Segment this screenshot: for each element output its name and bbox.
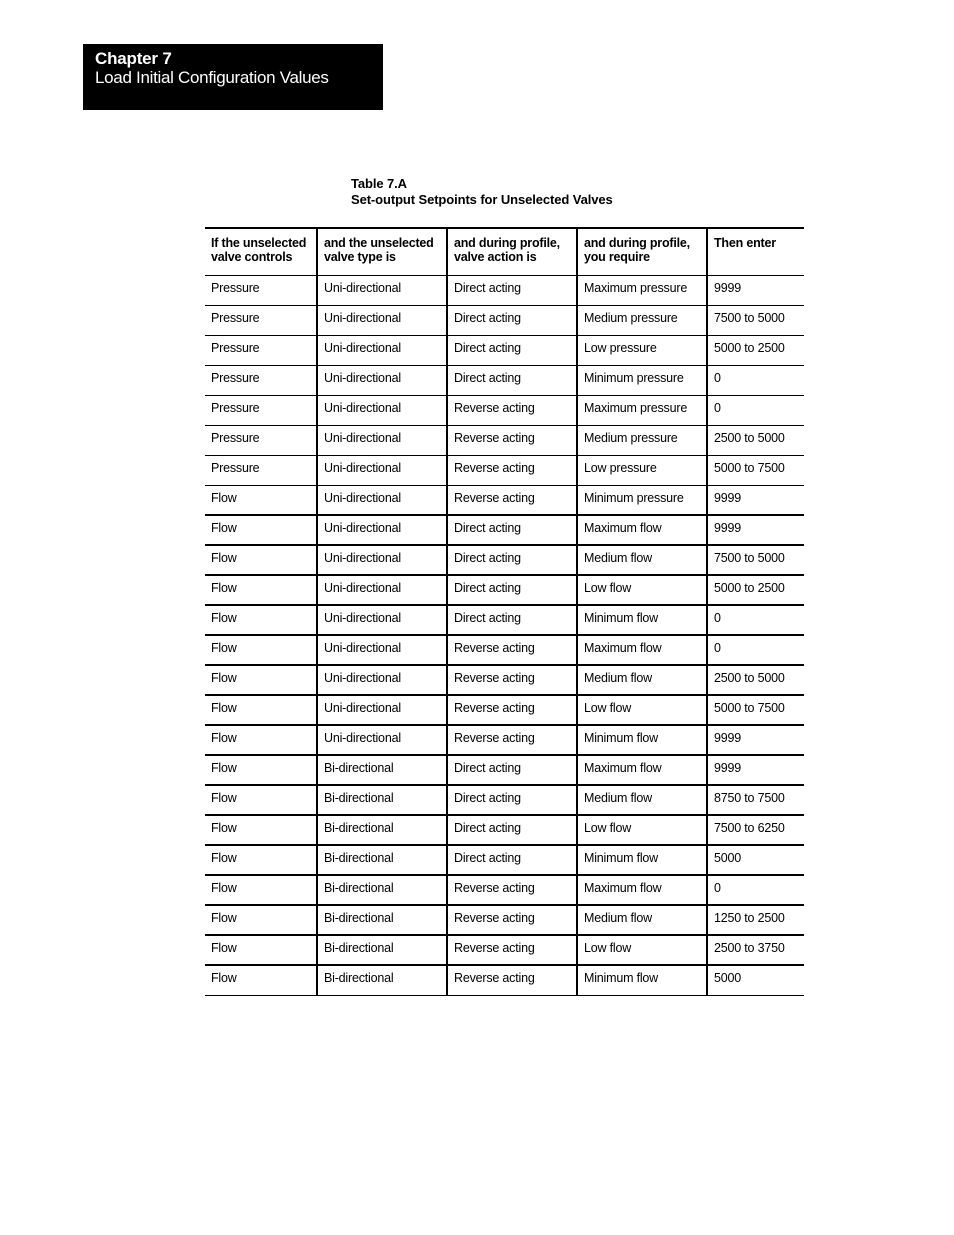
column-header-line: and the unselected bbox=[324, 236, 434, 250]
chapter-label: Chapter 7 bbox=[95, 49, 172, 68]
cell-valve-type: Uni-directional bbox=[317, 575, 447, 605]
cell-valve-controls: Flow bbox=[205, 545, 317, 575]
cell-valve-controls: Pressure bbox=[205, 455, 317, 485]
cell-valve-controls: Flow bbox=[205, 515, 317, 545]
cell-valve-action: Reverse acting bbox=[447, 725, 577, 755]
cell-valve-controls: Flow bbox=[205, 605, 317, 635]
cell-valve-controls: Flow bbox=[205, 755, 317, 785]
cell-requirement: Maximum pressure bbox=[577, 275, 707, 305]
cell-then-enter: 0 bbox=[707, 605, 804, 635]
cell-then-enter: 5000 to 2500 bbox=[707, 335, 804, 365]
cell-valve-action: Reverse acting bbox=[447, 395, 577, 425]
cell-requirement: Low flow bbox=[577, 815, 707, 845]
cell-then-enter: 0 bbox=[707, 365, 804, 395]
cell-requirement: Minimum pressure bbox=[577, 365, 707, 395]
cell-valve-controls: Flow bbox=[205, 815, 317, 845]
cell-valve-type: Bi-directional bbox=[317, 755, 447, 785]
cell-valve-type: Bi-directional bbox=[317, 905, 447, 935]
cell-valve-type: Uni-directional bbox=[317, 635, 447, 665]
cell-then-enter: 5000 bbox=[707, 965, 804, 995]
table-title: Set-output Setpoints for Unselected Valves bbox=[351, 192, 613, 207]
table-number: Table 7.A bbox=[351, 176, 407, 191]
chapter-title: Load Initial Configuration Values bbox=[95, 68, 329, 87]
cell-valve-type: Bi-directional bbox=[317, 935, 447, 965]
table-row bbox=[205, 665, 804, 695]
cell-valve-action: Reverse acting bbox=[447, 485, 577, 515]
cell-valve-action: Direct acting bbox=[447, 365, 577, 395]
cell-requirement: Medium pressure bbox=[577, 425, 707, 455]
cell-valve-controls: Flow bbox=[205, 965, 317, 995]
cell-then-enter: 0 bbox=[707, 875, 804, 905]
table-row bbox=[205, 635, 804, 665]
cell-valve-action: Reverse acting bbox=[447, 665, 577, 695]
cell-requirement: Low flow bbox=[577, 695, 707, 725]
cell-valve-type: Uni-directional bbox=[317, 665, 447, 695]
cell-valve-action: Direct acting bbox=[447, 545, 577, 575]
cell-then-enter: 5000 to 2500 bbox=[707, 575, 804, 605]
table-row bbox=[205, 755, 804, 785]
column-header-line: If the unselected bbox=[211, 236, 307, 250]
setpoints-table-container bbox=[205, 227, 804, 996]
column-header-line: and during profile, bbox=[454, 236, 560, 250]
cell-valve-controls: Flow bbox=[205, 875, 317, 905]
chapter-header bbox=[83, 44, 383, 110]
cell-valve-action: Direct acting bbox=[447, 305, 577, 335]
cell-requirement: Minimum flow bbox=[577, 965, 707, 995]
cell-valve-type: Uni-directional bbox=[317, 485, 447, 515]
column-header-valve-type bbox=[317, 228, 447, 275]
column-header-line: Then enter bbox=[714, 236, 776, 250]
cell-valve-controls: Pressure bbox=[205, 305, 317, 335]
cell-valve-type: Uni-directional bbox=[317, 725, 447, 755]
column-header-line: valve type is bbox=[324, 250, 396, 264]
cell-requirement: Minimum pressure bbox=[577, 485, 707, 515]
cell-valve-type: Bi-directional bbox=[317, 815, 447, 845]
cell-valve-type: Uni-directional bbox=[317, 515, 447, 545]
table-caption bbox=[351, 176, 613, 208]
cell-requirement: Medium flow bbox=[577, 665, 707, 695]
cell-valve-controls: Pressure bbox=[205, 275, 317, 305]
cell-valve-controls: Flow bbox=[205, 935, 317, 965]
table-row bbox=[205, 545, 804, 575]
cell-valve-action: Reverse acting bbox=[447, 965, 577, 995]
cell-then-enter: 9999 bbox=[707, 755, 804, 785]
table-row bbox=[205, 515, 804, 545]
column-header-line: you require bbox=[584, 250, 650, 264]
cell-then-enter: 9999 bbox=[707, 275, 804, 305]
cell-valve-type: Uni-directional bbox=[317, 545, 447, 575]
cell-then-enter: 2500 to 5000 bbox=[707, 425, 804, 455]
cell-requirement: Maximum flow bbox=[577, 875, 707, 905]
cell-then-enter: 0 bbox=[707, 395, 804, 425]
cell-then-enter: 7500 to 6250 bbox=[707, 815, 804, 845]
table-row bbox=[205, 335, 804, 365]
cell-valve-action: Direct acting bbox=[447, 785, 577, 815]
cell-valve-action: Reverse acting bbox=[447, 875, 577, 905]
cell-valve-controls: Flow bbox=[205, 785, 317, 815]
cell-valve-controls: Flow bbox=[205, 905, 317, 935]
table-row bbox=[205, 425, 804, 455]
table-row bbox=[205, 935, 804, 965]
setpoints-table bbox=[205, 227, 804, 996]
table-header-row bbox=[205, 228, 804, 275]
cell-valve-action: Direct acting bbox=[447, 755, 577, 785]
table-row bbox=[205, 365, 804, 395]
table-row bbox=[205, 605, 804, 635]
cell-then-enter: 1250 to 2500 bbox=[707, 905, 804, 935]
cell-requirement: Minimum flow bbox=[577, 725, 707, 755]
table-row bbox=[205, 575, 804, 605]
cell-then-enter: 5000 bbox=[707, 845, 804, 875]
cell-then-enter: 2500 to 5000 bbox=[707, 665, 804, 695]
table-row bbox=[205, 785, 804, 815]
cell-then-enter: 2500 to 3750 bbox=[707, 935, 804, 965]
cell-valve-type: Uni-directional bbox=[317, 305, 447, 335]
cell-valve-type: Bi-directional bbox=[317, 875, 447, 905]
cell-valve-action: Direct acting bbox=[447, 575, 577, 605]
cell-valve-action: Direct acting bbox=[447, 845, 577, 875]
table-row bbox=[205, 275, 804, 305]
table-row bbox=[205, 455, 804, 485]
cell-valve-action: Direct acting bbox=[447, 275, 577, 305]
table-row bbox=[205, 875, 804, 905]
cell-requirement: Maximum flow bbox=[577, 635, 707, 665]
column-header-requirement bbox=[577, 228, 707, 275]
cell-then-enter: 7500 to 5000 bbox=[707, 305, 804, 335]
table-row bbox=[205, 395, 804, 425]
table-row bbox=[205, 695, 804, 725]
cell-valve-action: Reverse acting bbox=[447, 695, 577, 725]
cell-then-enter: 5000 to 7500 bbox=[707, 695, 804, 725]
cell-then-enter: 9999 bbox=[707, 725, 804, 755]
cell-requirement: Low flow bbox=[577, 935, 707, 965]
cell-valve-controls: Pressure bbox=[205, 335, 317, 365]
cell-valve-controls: Flow bbox=[205, 725, 317, 755]
cell-requirement: Medium flow bbox=[577, 785, 707, 815]
cell-requirement: Minimum flow bbox=[577, 605, 707, 635]
cell-requirement: Low pressure bbox=[577, 455, 707, 485]
cell-valve-type: Uni-directional bbox=[317, 695, 447, 725]
cell-then-enter: 8750 to 7500 bbox=[707, 785, 804, 815]
table-row bbox=[205, 305, 804, 335]
cell-requirement: Maximum pressure bbox=[577, 395, 707, 425]
cell-valve-type: Uni-directional bbox=[317, 335, 447, 365]
column-header-line: valve action is bbox=[454, 250, 537, 264]
cell-then-enter: 7500 to 5000 bbox=[707, 545, 804, 575]
cell-valve-type: Bi-directional bbox=[317, 965, 447, 995]
cell-valve-type: Uni-directional bbox=[317, 425, 447, 455]
column-header-valve-controls bbox=[205, 228, 317, 275]
cell-requirement: Low pressure bbox=[577, 335, 707, 365]
column-header-line: valve controls bbox=[211, 250, 293, 264]
cell-valve-controls: Pressure bbox=[205, 365, 317, 395]
cell-then-enter: 5000 to 7500 bbox=[707, 455, 804, 485]
cell-valve-action: Reverse acting bbox=[447, 635, 577, 665]
table-row bbox=[205, 965, 804, 995]
cell-valve-type: Bi-directional bbox=[317, 785, 447, 815]
column-header-then-enter bbox=[707, 228, 804, 275]
column-header-valve-action bbox=[447, 228, 577, 275]
cell-requirement: Medium flow bbox=[577, 545, 707, 575]
cell-valve-type: Bi-directional bbox=[317, 845, 447, 875]
cell-valve-action: Reverse acting bbox=[447, 425, 577, 455]
cell-requirement: Maximum flow bbox=[577, 515, 707, 545]
cell-requirement: Minimum flow bbox=[577, 845, 707, 875]
cell-valve-action: Reverse acting bbox=[447, 935, 577, 965]
cell-valve-type: Uni-directional bbox=[317, 395, 447, 425]
cell-requirement: Medium flow bbox=[577, 905, 707, 935]
cell-then-enter: 9999 bbox=[707, 515, 804, 545]
cell-valve-controls: Flow bbox=[205, 845, 317, 875]
cell-valve-type: Uni-directional bbox=[317, 605, 447, 635]
cell-requirement: Medium pressure bbox=[577, 305, 707, 335]
cell-valve-action: Direct acting bbox=[447, 515, 577, 545]
cell-valve-controls: Pressure bbox=[205, 425, 317, 455]
cell-valve-action: Reverse acting bbox=[447, 455, 577, 485]
cell-valve-action: Direct acting bbox=[447, 605, 577, 635]
cell-then-enter: 9999 bbox=[707, 485, 804, 515]
cell-requirement: Low flow bbox=[577, 575, 707, 605]
cell-valve-controls: Flow bbox=[205, 665, 317, 695]
table-row bbox=[205, 905, 804, 935]
cell-valve-action: Reverse acting bbox=[447, 905, 577, 935]
table-row bbox=[205, 485, 804, 515]
cell-valve-type: Uni-directional bbox=[317, 275, 447, 305]
cell-then-enter: 0 bbox=[707, 635, 804, 665]
cell-valve-controls: Flow bbox=[205, 695, 317, 725]
cell-valve-type: Uni-directional bbox=[317, 365, 447, 395]
cell-valve-action: Direct acting bbox=[447, 815, 577, 845]
table-row bbox=[205, 815, 804, 845]
column-header-line: and during profile, bbox=[584, 236, 690, 250]
table-row bbox=[205, 845, 804, 875]
cell-requirement: Maximum flow bbox=[577, 755, 707, 785]
cell-valve-controls: Pressure bbox=[205, 395, 317, 425]
table-body bbox=[205, 275, 804, 995]
cell-valve-type: Uni-directional bbox=[317, 455, 447, 485]
table-row bbox=[205, 725, 804, 755]
cell-valve-controls: Flow bbox=[205, 485, 317, 515]
cell-valve-controls: Flow bbox=[205, 575, 317, 605]
cell-valve-controls: Flow bbox=[205, 635, 317, 665]
cell-valve-action: Direct acting bbox=[447, 335, 577, 365]
